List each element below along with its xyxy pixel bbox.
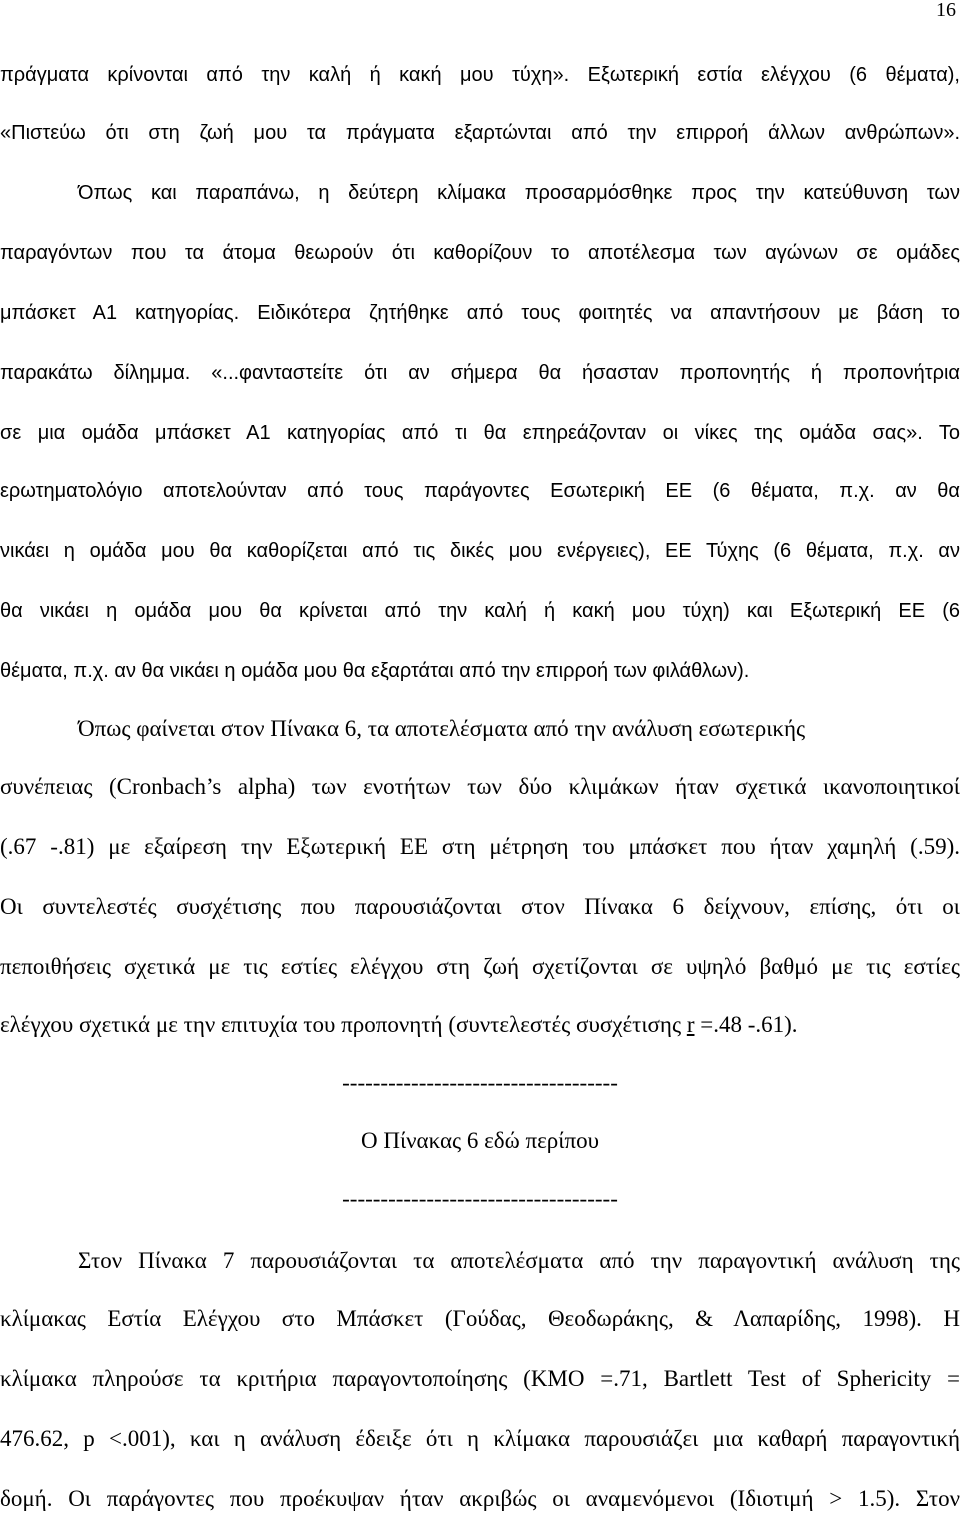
text-segment: ελέγχου σχετικά με την επιτυχία του προπονητή (συντελεστές συσχέτισης xyxy=(0,1012,687,1037)
text-segment: =.48 -.61). xyxy=(694,1012,798,1037)
text-line: κλίμακας Εστία Ελέγχου στο Μπάσκετ (Γούδας, Θεοδωράκης, & Λαπαρίδης, 1998). Η xyxy=(0,1306,960,1331)
separator-line: ------------------------------------ xyxy=(342,1070,618,1095)
table-placeholder: Ο Πίνακας 6 εδώ περίπου xyxy=(361,1128,599,1153)
page-number: 16 xyxy=(936,0,956,21)
text-line: σε μια ομάδα μπάσκετ Α1 κατηγορίας από τι θα επηρεάζονταν οι νίκες της ομάδα σας». Το xyxy=(0,422,960,444)
text-line: δομή. Οι παράγοντες που προέκυψαν ήταν ακριβώς οι αναμενόμενοι (Ιδιοτιμή > 1.5). Στον xyxy=(0,1486,960,1511)
text-line: παρακάτω δίλημμα. «...φανταστείτε ότι αν σήμερα θα ήσασταν προπονητής ή προπονήτρια xyxy=(0,362,960,384)
correlation-symbol: r xyxy=(686,1012,695,1037)
separator-line: ------------------------------------ xyxy=(342,1186,618,1211)
text-line: Όπως φαίνεται στον Πίνακα 6, τα αποτελέσματα από την ανάλυση εσωτερικής xyxy=(78,716,806,741)
text-line: παραγόντων που τα άτομα θεωρούν ότι καθορίζουν το αποτέλεσμα των αγώνων σε ομάδες xyxy=(0,242,960,264)
text-line: κλίμακα πληρούσε τα κριτήρια παραγοντοποίησης (KMO =.71, Bartlett Test of Sphericity = xyxy=(0,1366,960,1391)
text-line: «Πιστεύω ότι στη ζωή μου τα πράγματα εξαρτώνται από την επιρροή άλλων ανθρώπων». xyxy=(0,122,960,144)
text-line: 476.62, p <.001), και η ανάλυση έδειξε ότι η κλίμακα παρουσιάζει μια καθαρή παραγοντική xyxy=(0,1426,960,1451)
text-line: μπάσκετ Α1 κατηγορίας. Ειδικότερα ζητήθηκε από τους φοιτητές να απαντήσουν με βάση το xyxy=(0,302,960,324)
text-line: ερωτηματολόγιο αποτελούνταν από τους παράγοντες Εσωτερική ΕΕ (6 θέματα, π.χ. αν θα xyxy=(0,480,960,502)
text-line: (.67 -.81) με εξαίρεση την Εξωτερική ΕΕ στη μέτρηση του μπάσκετ που ήταν χαμηλή (.59). xyxy=(0,834,960,859)
text-line: Όπως και παραπάνω, η δεύτερη κλίμακα προσαρμόσθηκε προς την κατεύθυνση των xyxy=(78,182,960,204)
text-line xyxy=(0,1010,960,1040)
text-line: πεποιθήσεις σχετικά με τις εστίες ελέγχου στη ζωή σχετίζονται σε υψηλό βαθμό με τις εστίες xyxy=(0,954,960,979)
text-line: πράγματα κρίνονται από την καλή ή κακή μου τύχη». Εξωτερική εστία ελέγχου (6 θέματα), xyxy=(0,64,960,86)
text-line: θα νικάει η ομάδα μου θα κρίνεται από την καλή ή κακή μου τύχη) και Εξωτερική ΕΕ (6 xyxy=(0,600,960,622)
text-line: νικάει η ομάδα μου θα καθορίζεται από τις δικές μου ενέργειες), ΕΕ Τύχης (6 θέματα, π.χ. αν xyxy=(0,540,960,562)
text-line: Στον Πίνακα 7 παρουσιάζονται τα αποτελέσματα από την παραγοντική ανάλυση της xyxy=(78,1248,960,1273)
text-line: συνέπειας (Cronbach’s alpha) των ενοτήτων των δύο κλιμάκων ήταν σχετικά ικανοποιητικοί xyxy=(0,774,960,799)
text-line: Οι συντελεστές συσχέτισης που παρουσιάζονται στον Πίνακα 6 δείχνουν, επίσης, ότι οι xyxy=(0,894,960,919)
text-line: θέματα, π.χ. αν θα νικάει η ομάδα μου θα εξαρτάται από την επιρροή των φιλάθλων). xyxy=(0,660,750,682)
